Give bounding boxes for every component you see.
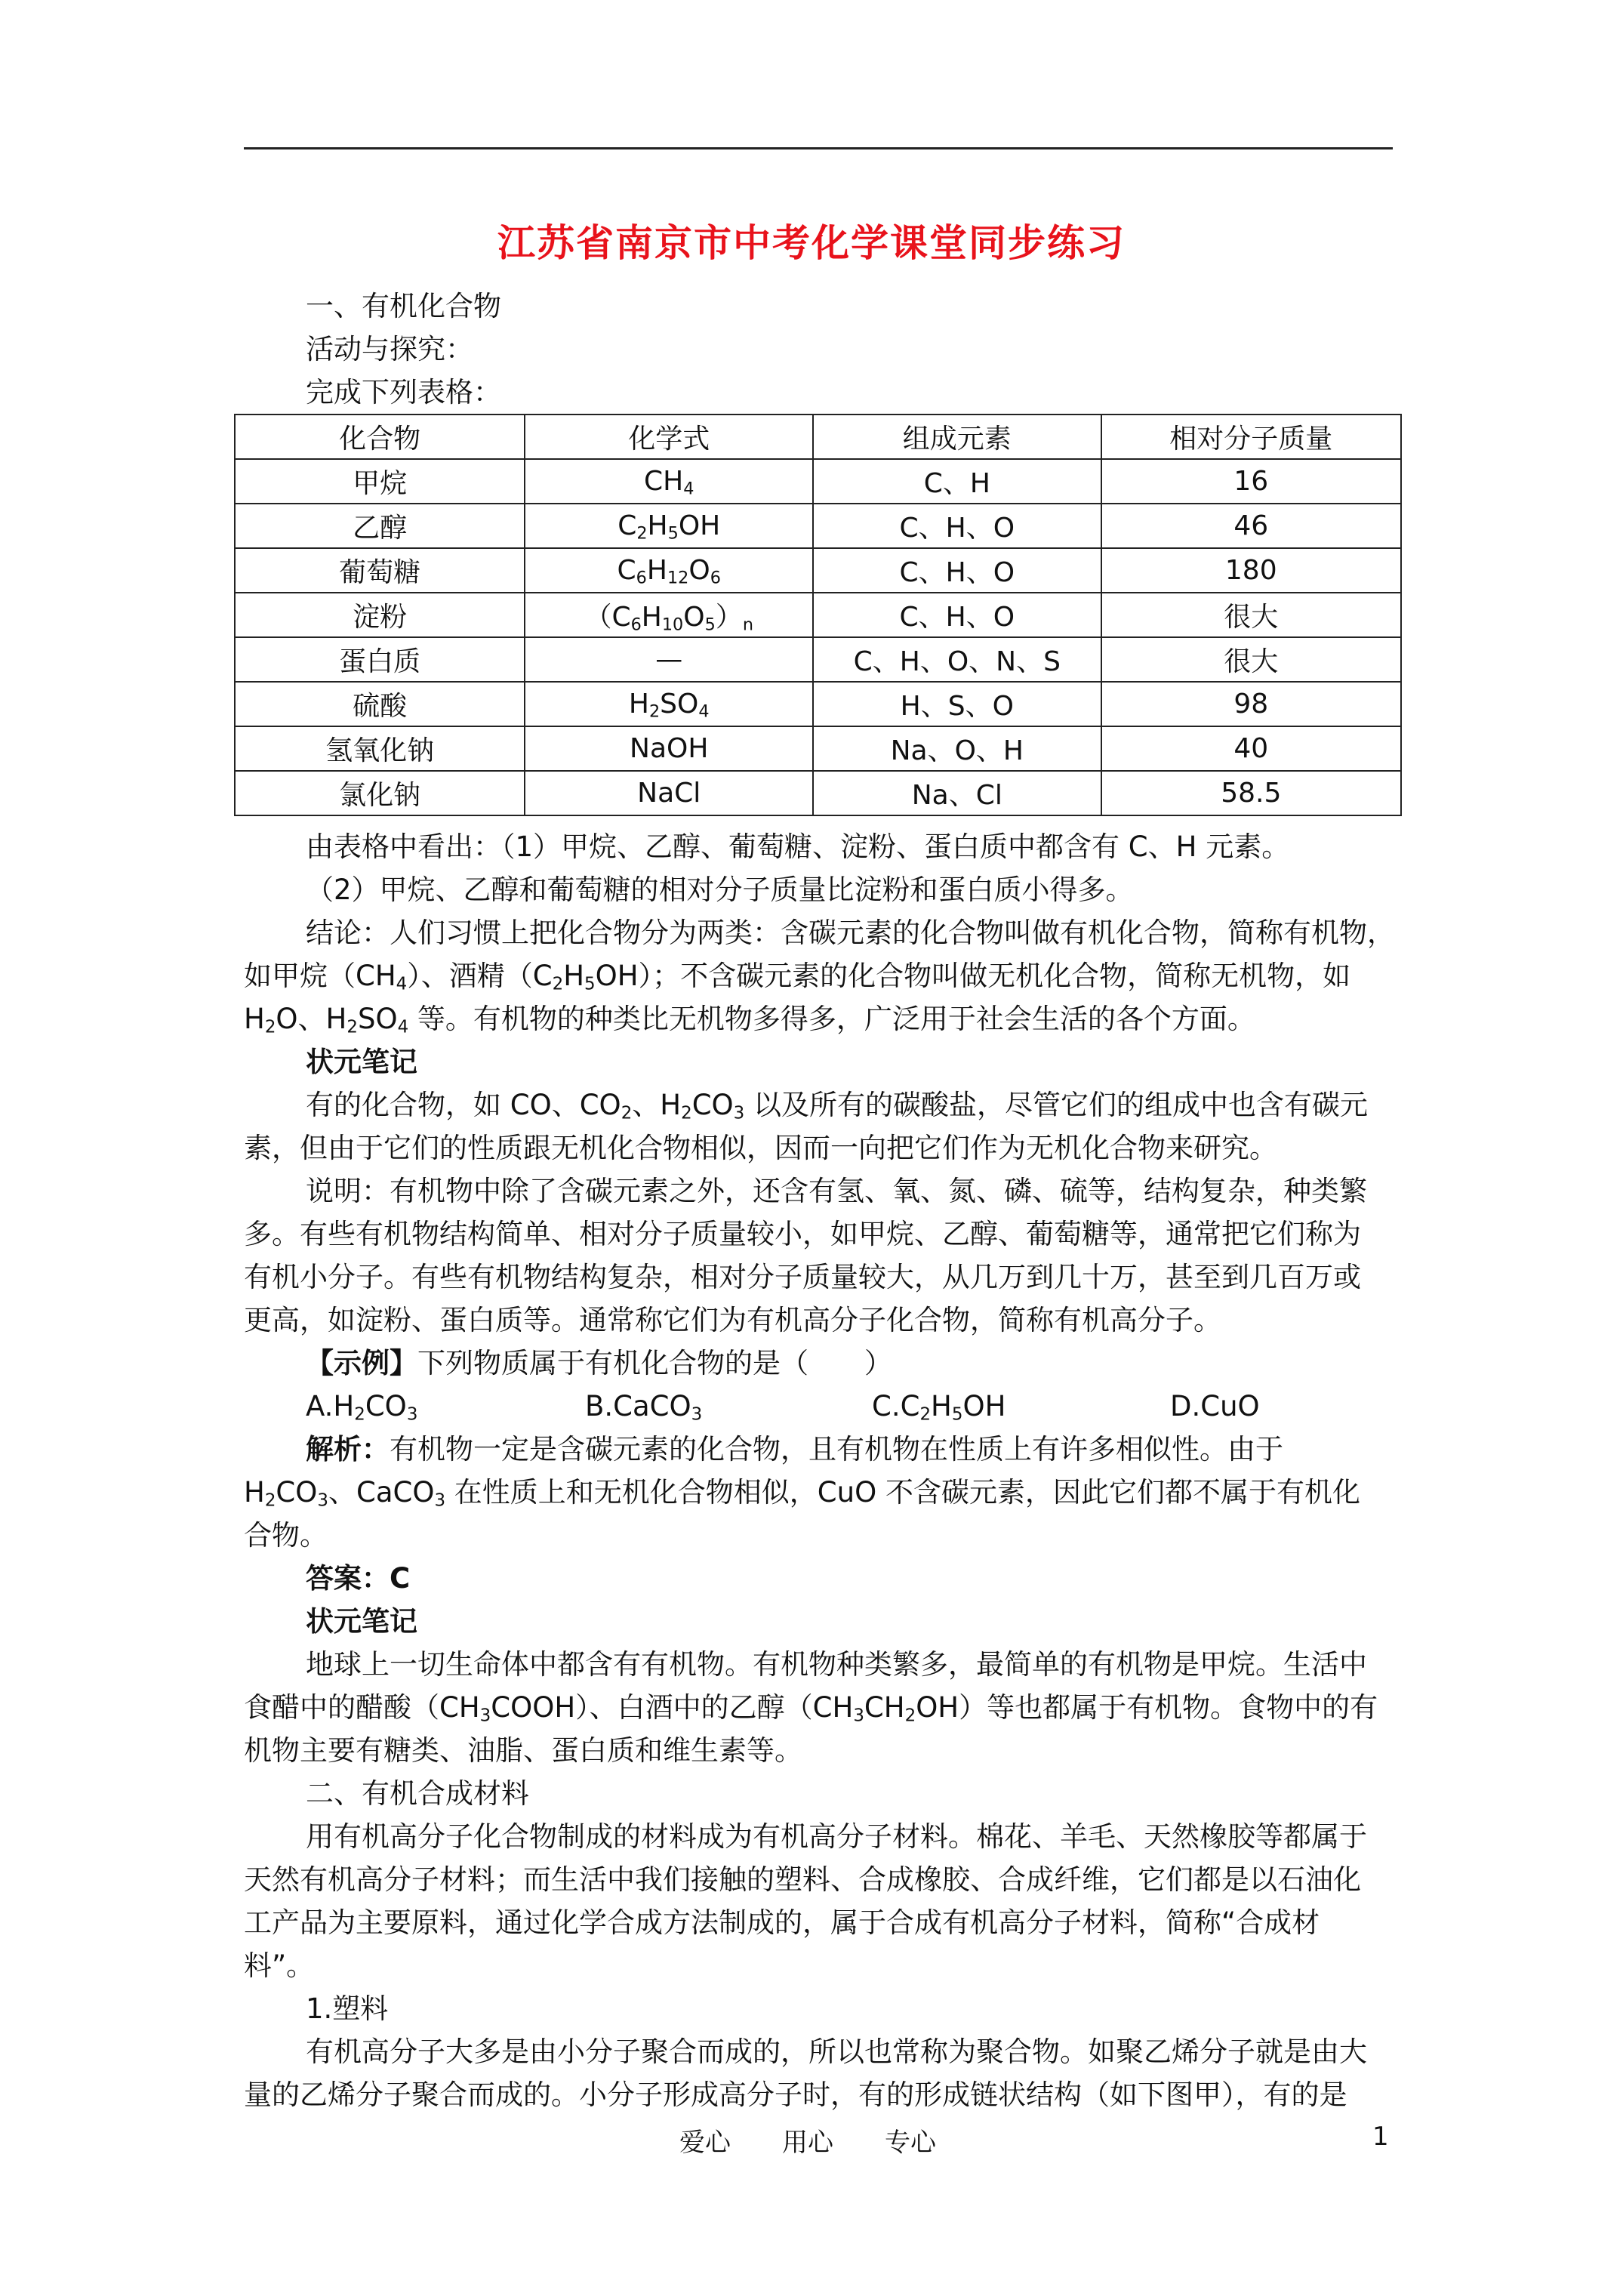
molecular-mass: 46: [1101, 504, 1401, 548]
section-heading-organic: 一、有机化合物: [306, 290, 501, 322]
observation-2: （2）甲烷、乙醇和葡萄糖的相对分子质量比淀粉和蛋白质小得多。: [306, 874, 1134, 906]
note2-line-3: 机物主要有糖类、油脂、蛋白质和维生素等。: [244, 1734, 802, 1767]
table-header-cell: 相对分子质量: [1101, 415, 1401, 459]
materials-line-1: 用有机高分子化合物制成的材料成为有机高分子材料。棉花、羊毛、天然橡胶等都属于: [306, 1820, 1367, 1853]
compound-name: 氯化钠: [235, 771, 525, 815]
table-header-cell: 化合物: [235, 415, 525, 459]
notes-heading: 状元笔记: [306, 1046, 417, 1078]
molecular-mass: 很大: [1101, 637, 1401, 682]
molecular-mass: 40: [1101, 726, 1401, 771]
explain-line-1: 说明：有机物中除了含碳元素之外，还含有氢、氧、氮、磷、硫等，结构复杂，种类繁: [306, 1175, 1367, 1207]
conclusion-line-1: 结论：人们习惯上把化合物分为两类：含碳元素的化合物叫做有机化合物，简称有机物，: [306, 917, 1395, 949]
table-row: [235, 548, 1401, 593]
composition-elements: C、H、O: [813, 504, 1101, 548]
table-row: [235, 459, 1401, 504]
materials-line-3: 工产品为主要原料，通过化学合成方法制成的，属于合成有机高分子材料，简称“合成材: [244, 1906, 1320, 1939]
composition-elements: Na、O、H: [813, 726, 1101, 771]
header-rule: [244, 147, 1393, 149]
table-row: [235, 504, 1401, 548]
compound-name: 甲烷: [235, 459, 525, 504]
analysis-line-1: 解析：有机物一定是含碳元素的化合物，且有机物在性质上有许多相似性。由于: [306, 1433, 1283, 1465]
option-b: B.CaCO$_3$: [585, 1390, 703, 1425]
plastics-heading: 1.塑料: [306, 1992, 389, 2025]
chemical-formula: $(C_6H_{10}O_5)_n$: [525, 593, 813, 637]
molecular-mass: 很大: [1101, 593, 1401, 637]
molecular-mass: 180: [1101, 548, 1401, 593]
table-row: [235, 771, 1401, 815]
compound-name: 葡萄糖: [235, 548, 525, 593]
compound-name: 淀粉: [235, 593, 525, 637]
analysis-line-2: $H_2CO_3$、CaCO$_3$ 在性质上和无机化合物相似，CuO 不含碳元素，因此它们都不属于有机化: [244, 1476, 1360, 1511]
molecular-mass: 16: [1101, 459, 1401, 504]
table-row: [235, 682, 1401, 726]
conclusion-line-3: $H_2O$、$H_2SO_4$ 等。有机物的种类比无机物多得多，广泛用于社会生活的各个方面。: [244, 1003, 1255, 1037]
molecular-mass: 58.5: [1101, 771, 1401, 815]
composition-elements: Na、Cl: [813, 771, 1101, 815]
compound-table: [234, 414, 1402, 816]
observation-1: 由表格中看出：（1）甲烷、乙醇、葡萄糖、淀粉、蛋白质中都含有 C、H 元素。: [306, 831, 1290, 863]
activity-label: 活动与探究：: [306, 333, 473, 365]
chemical-formula: —: [525, 637, 813, 682]
chemical-formula: $CH_4$: [525, 459, 813, 504]
example-question: 【示例】下列物质属于有机化合物的是（ ）: [306, 1347, 892, 1379]
table-row: [235, 726, 1401, 771]
answer: 答案：C: [306, 1562, 411, 1595]
notes-heading-2: 状元笔记: [306, 1605, 417, 1638]
chemical-formula: $C_2H_5OH$: [525, 504, 813, 548]
conclusion-line-2: 如甲烷$(CH_4)$、酒精$(C_2H_5OH)$；不含碳元素的化合物叫做无机化合物，简称无机物，如: [244, 960, 1351, 994]
explain-line-2: 多。有些有机物结构简单、相对分子质量较小，如甲烷、乙醇、葡萄糖等，通常把它们称为: [244, 1218, 1361, 1250]
composition-elements: C、H: [813, 459, 1101, 504]
compound-name: 乙醇: [235, 504, 525, 548]
materials-line-4: 料”。: [244, 1949, 315, 1982]
option-d: D.CuO: [1170, 1390, 1260, 1422]
analysis-line-3: 合物。: [244, 1519, 328, 1552]
option-c: $C.C_2H_5OH$: [872, 1390, 1006, 1425]
composition-elements: H、S、O: [813, 682, 1101, 726]
composition-elements: C、H、O、N、S: [813, 637, 1101, 682]
note1-line-2: 素，但由于它们的性质跟无机化合物相似，因而一向把它们作为无机化合物来研究。: [244, 1132, 1277, 1164]
table-header-cell: 组成元素: [813, 415, 1101, 459]
table-row: [235, 593, 1401, 637]
explain-line-3: 有机小分子。有些有机物结构复杂，相对分子质量较大，从几万到几十万，甚至到几百万或: [244, 1261, 1361, 1293]
chemical-formula: NaCl: [525, 771, 813, 815]
chemical-formula: $C_6H_{12}O_6$: [525, 548, 813, 593]
note2-line-2: 食醋中的醋酸$(CH_3COOH)$、白酒中的乙醇$(CH_3CH_2OH)$等也都属于有机物。食物中的有: [244, 1691, 1378, 1726]
plastics-line-2: 量的乙烯分子聚合而成的。小分子形成高分子时，有的形成链状结构（如下图甲），有的是: [244, 2079, 1347, 2111]
explain-line-4: 更高，如淀粉、蛋白质等。通常称它们为有机高分子化合物，简称有机高分子。: [244, 1304, 1221, 1336]
page-title: 江苏省南京市中考化学课堂同步练习: [497, 220, 1126, 265]
section-heading-materials: 二、有机合成材料: [306, 1777, 529, 1810]
page-number: 1: [1372, 2122, 1389, 2152]
option-a: $A.H_2CO_3$: [306, 1390, 418, 1425]
compound-name: 氢氧化钠: [235, 726, 525, 771]
compound-name: 硫酸: [235, 682, 525, 726]
example-options: [306, 1384, 1393, 1429]
footer-motto: 爱心 用心 专心: [679, 2128, 936, 2158]
note2-line-1: 地球上一切生命体中都含有有机物。有机物种类繁多，最简单的有机物是甲烷。生活中: [306, 1648, 1367, 1681]
materials-line-2: 天然有机高分子材料；而生活中我们接触的塑料、合成橡胶、合成纤维，它们都是以石油化: [244, 1863, 1361, 1896]
compound-name: 蛋白质: [235, 637, 525, 682]
table-intro: 完成下列表格：: [306, 376, 501, 408]
chemical-formula: $H_2SO_4$: [525, 682, 813, 726]
plastics-line-1: 有机高分子大多是由小分子聚合而成的，所以也常称为聚合物。如聚乙烯分子就是由大: [306, 2036, 1367, 2068]
table-header-cell: 化学式: [525, 415, 813, 459]
chemical-formula: NaOH: [525, 726, 813, 771]
composition-elements: C、H、O: [813, 548, 1101, 593]
table-row: [235, 637, 1401, 682]
molecular-mass: 98: [1101, 682, 1401, 726]
composition-elements: C、H、O: [813, 593, 1101, 637]
table-header-row: [235, 415, 1401, 459]
note1-line-1: 有的化合物，如 CO、$CO_2$、$H_2CO_3$ 以及所有的碳酸盐，尽管它们的组成中也含有碳元: [306, 1089, 1369, 1123]
